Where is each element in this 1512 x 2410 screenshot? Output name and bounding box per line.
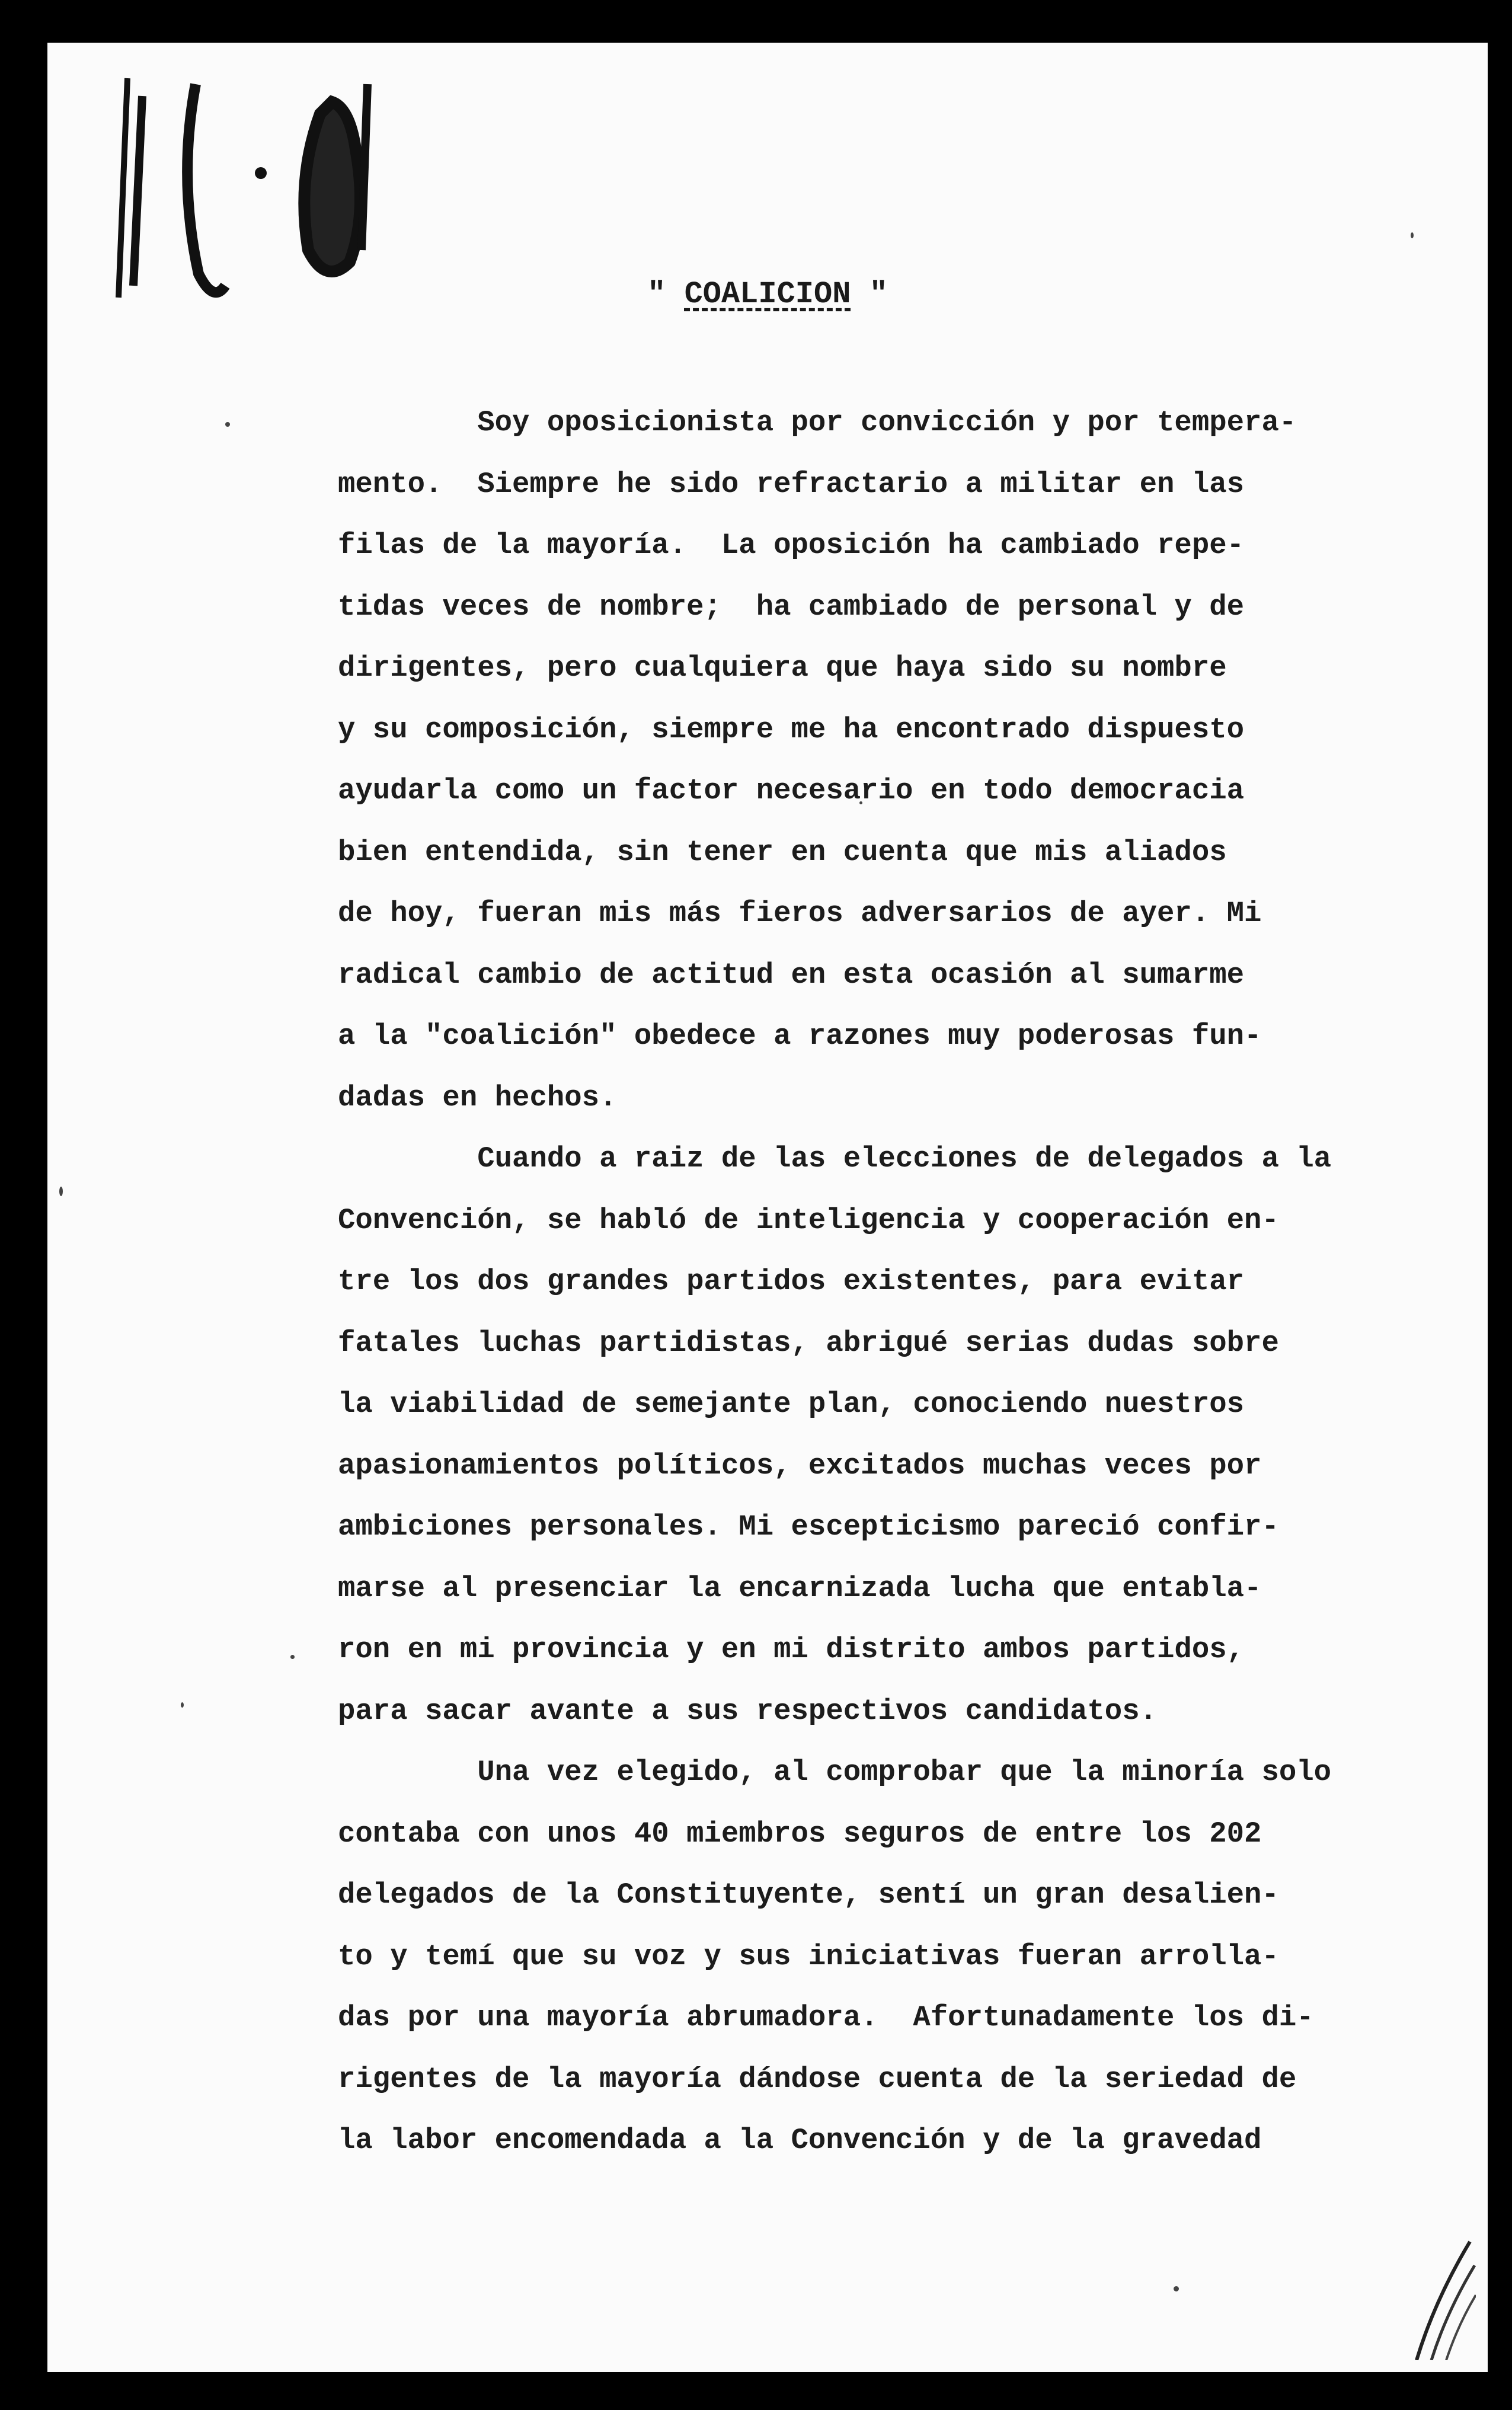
text-line: tidas veces de nombre; ha cambiado de personal y de (338, 590, 1245, 624)
text-line: la labor encomendada a la Convención y de la gravedad (338, 2124, 1262, 2157)
title-text: COALICION (684, 277, 851, 312)
text-line: apasionamientos políticos, excitados muchas veces por (338, 1449, 1262, 1482)
text-line: ayudarla como un factor necesario en todo democracia (338, 774, 1245, 807)
body-text (338, 392, 1375, 2172)
text-line: contaba con unos 40 miembros seguros de entre los 202 (338, 1817, 1262, 1850)
text-line: radical cambio de actitud en esta ocasión al sumarme (338, 958, 1245, 992)
title-open-quote: " (647, 277, 666, 312)
text-line: fatales luchas partidistas, abrigué serias dudas sobre (338, 1326, 1279, 1360)
text-line: la viabilidad de semejante plan, conociendo nuestros (338, 1388, 1245, 1421)
title-close-quote: " (869, 277, 888, 312)
text-line: dirigentes, pero cualquiera que haya sido su nombre (338, 651, 1227, 685)
text-line: ambiciones personales. Mi escepticismo pareció confir- (338, 1510, 1279, 1543)
page-corner-curl (1399, 2230, 1476, 2360)
text-line: Una vez elegido, al comprobar que la minoría solo (338, 1756, 1332, 1789)
text-line: Convención, se habló de inteligencia y cooperación en- (338, 1203, 1279, 1237)
text-line: mento. Siempre he sido refractario a militar en las (338, 467, 1245, 501)
text-line: delegados de la Constituyente, sentí un gran desalien- (338, 1878, 1279, 1912)
text-line: para sacar avante a sus respectivos candidatos. (338, 1694, 1158, 1728)
text-line: y su composición, siempre me ha encontrado dispuesto (338, 712, 1245, 746)
text-line: Cuando a raiz de las elecciones de delegados a la (338, 1142, 1332, 1175)
text-line: filas de la mayoría. La oposición ha cambiado repe- (338, 529, 1245, 562)
text-line: rigentes de la mayoría dándose cuenta de la seriedad de (338, 2062, 1297, 2096)
text-line: a la "coalición" obedece a razones muy poderosas fun- (338, 1019, 1262, 1053)
document-title (47, 277, 1488, 312)
text-line: de hoy, fueran mis más fieros adversarios de ayer. Mi (338, 897, 1262, 930)
text-line: tre los dos grandes partidos existentes, para evitar (338, 1265, 1245, 1298)
archive-punch-marks (71, 60, 403, 309)
text-line: Soy oposicionista por convicción y por tempera- (338, 406, 1297, 439)
document-page (47, 43, 1488, 2372)
text-line: to y temí que su voz y sus iniciativas fueran arrolla- (338, 1939, 1279, 1973)
text-line: dadas en hechos. (338, 1081, 617, 1114)
text-line: bien entendida, sin tener en cuenta que mis aliados (338, 835, 1227, 869)
text-line: marse al presenciar la encarnizada lucha que entabla- (338, 1571, 1262, 1605)
text-line: ron en mi provincia y en mi distrito ambos partidos, (338, 1633, 1245, 1666)
text-line: das por una mayoría abrumadora. Afortunadamente los di- (338, 2001, 1314, 2034)
